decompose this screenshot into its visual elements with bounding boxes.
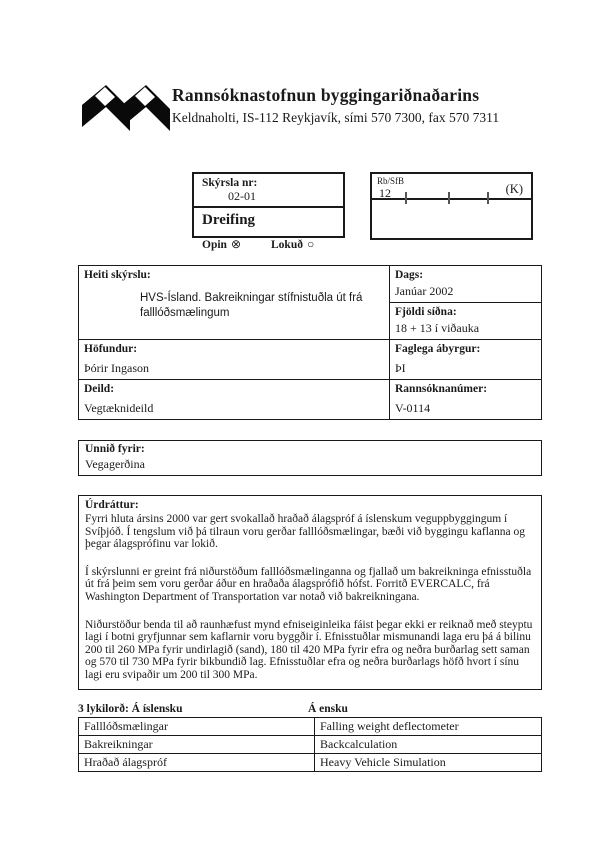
date-value: Janúar 2002	[395, 284, 454, 298]
org-address: Keldnaholti, IS-112 Reykjavík, sími 570 7300, fax 570 7311	[172, 110, 500, 125]
responsible-cell	[390, 340, 542, 380]
keyword-row	[79, 717, 542, 735]
client-box	[78, 440, 542, 476]
closed-label: Lokuð	[271, 238, 303, 251]
distribution-options	[202, 237, 335, 252]
client-label: Unnið fyrir:	[85, 443, 145, 455]
classification-suffix: (K)	[505, 182, 523, 196]
option-closed	[271, 237, 314, 252]
radio-unchecked-icon: ○	[306, 237, 315, 251]
keyword-english: Falling weight deflectometer	[315, 717, 542, 735]
report-info-table	[78, 265, 542, 420]
keyword-icelandic: Falllóðsmælingar	[79, 717, 315, 735]
abstract-box	[78, 495, 542, 690]
date-label: Dags:	[395, 269, 424, 281]
tick-mark-icon	[487, 192, 489, 204]
keyword-english: Heavy Vehicle Simulation	[315, 753, 542, 771]
pages-label: Fjöldi síðna:	[395, 306, 457, 318]
research-number-value: V-0114	[395, 401, 431, 415]
keywords-header-icelandic: 3 lykilorð: Á íslensku	[78, 702, 183, 715]
org-header	[172, 85, 499, 126]
distribution-section	[194, 208, 343, 256]
report-title-cell	[79, 266, 390, 340]
author-cell	[79, 340, 390, 380]
classification-code: 12	[379, 186, 391, 200]
keyword-icelandic: Bakreikningar	[79, 735, 315, 753]
department-cell	[79, 380, 390, 420]
pages-cell	[390, 303, 542, 340]
date-cell	[390, 266, 542, 303]
report-number-box	[192, 172, 345, 251]
department-value: Vegtæknideild	[84, 401, 154, 415]
keyword-row	[79, 735, 542, 753]
abstract-paragraph: Fyrri hluta ársins 2000 var gert svokallað hraðað álagspróf á íslenskum veguppbyggingum í Svíþjóð. Í tengslum við þá tilraun voru gerðar falllóðsmælingar, bæði við byggingu kaflanna og þegar álagsprófinu var lokið.	[85, 513, 525, 551]
radio-checked-icon: ⊗	[230, 237, 241, 251]
option-open	[202, 237, 241, 252]
pages-value: 18 + 13 í viðauka	[395, 321, 480, 335]
abstract-paragraph: Niðurstöður benda til að raunhæfust mynd efniseiginleika fáist þegar ekki er reiknað með steyptu lagi í botni gryfjunnar sem kaflarnir voru byggðir í. Efnisstuðlar mismunandi laga eru þá á bilinu 200 til 260 MPa fyrir undirlagið (sand), 180 til 420 MPa fyrir efra og neðra burðarlag sett saman og 570 til 730 MPa fyrir bikbundið lag. Efnisstuðlar efra og neðra burðarlags höfð hvort í sínu lagi eru svipaðir um 200 til 300 MPa.	[85, 618, 533, 681]
classification-system-label: Rb/SfB	[377, 176, 405, 186]
research-number-label: Rannsóknanúmer:	[395, 383, 488, 395]
keywords-table	[78, 717, 542, 772]
keyword-english: Backcalculation	[315, 735, 542, 753]
author-value: Þórir Ingason	[84, 361, 149, 375]
research-number-cell	[390, 380, 542, 420]
keywords-header	[78, 703, 542, 715]
keywords-section	[78, 703, 542, 772]
keyword-icelandic: Hraðað álagspróf	[79, 753, 315, 771]
responsible-label: Faglega ábyrgur:	[395, 343, 481, 355]
keywords-header-english: Á ensku	[308, 702, 348, 715]
report-number-value: 02-01	[228, 189, 256, 203]
report-number-section	[194, 174, 343, 208]
distribution-label: Dreifing	[202, 212, 256, 228]
main-content	[78, 265, 542, 772]
keyword-row	[79, 753, 542, 771]
abstract-paragraph: Í skýrslunni er greint frá niðurstöðum falllóðsmælinganna og fjallað um bakreikninga efnisstuðla út frá þeim sem voru gerðar áður en hraðaða álagsprófið hófst. Forritð EVERCALC, frá Washington Department of Transportation var notað við bakreikningana.	[85, 565, 532, 603]
open-label: Opin	[202, 238, 227, 251]
org-name: Rannsóknastofnun byggingariðnaðarins	[172, 85, 480, 105]
report-title-label: Heiti skýrslu:	[84, 269, 151, 281]
client-value: Vegagerðina	[85, 457, 145, 471]
report-title: HVS-Ísland. Bakreikningar stífnistuðla út frá falllóðsmælingum	[140, 292, 363, 319]
mountain-logo-icon	[82, 84, 170, 134]
abstract-label: Úrdráttur:	[85, 499, 139, 511]
classification-box	[370, 172, 533, 240]
author-label: Höfundur:	[84, 343, 138, 355]
classification-ruler-line	[372, 198, 531, 200]
tick-mark-icon	[405, 192, 407, 204]
department-label: Deild:	[84, 383, 115, 395]
responsible-value: ÞI	[395, 361, 406, 375]
report-number-label: Skýrsla nr:	[202, 177, 258, 189]
tick-mark-icon	[448, 192, 450, 204]
